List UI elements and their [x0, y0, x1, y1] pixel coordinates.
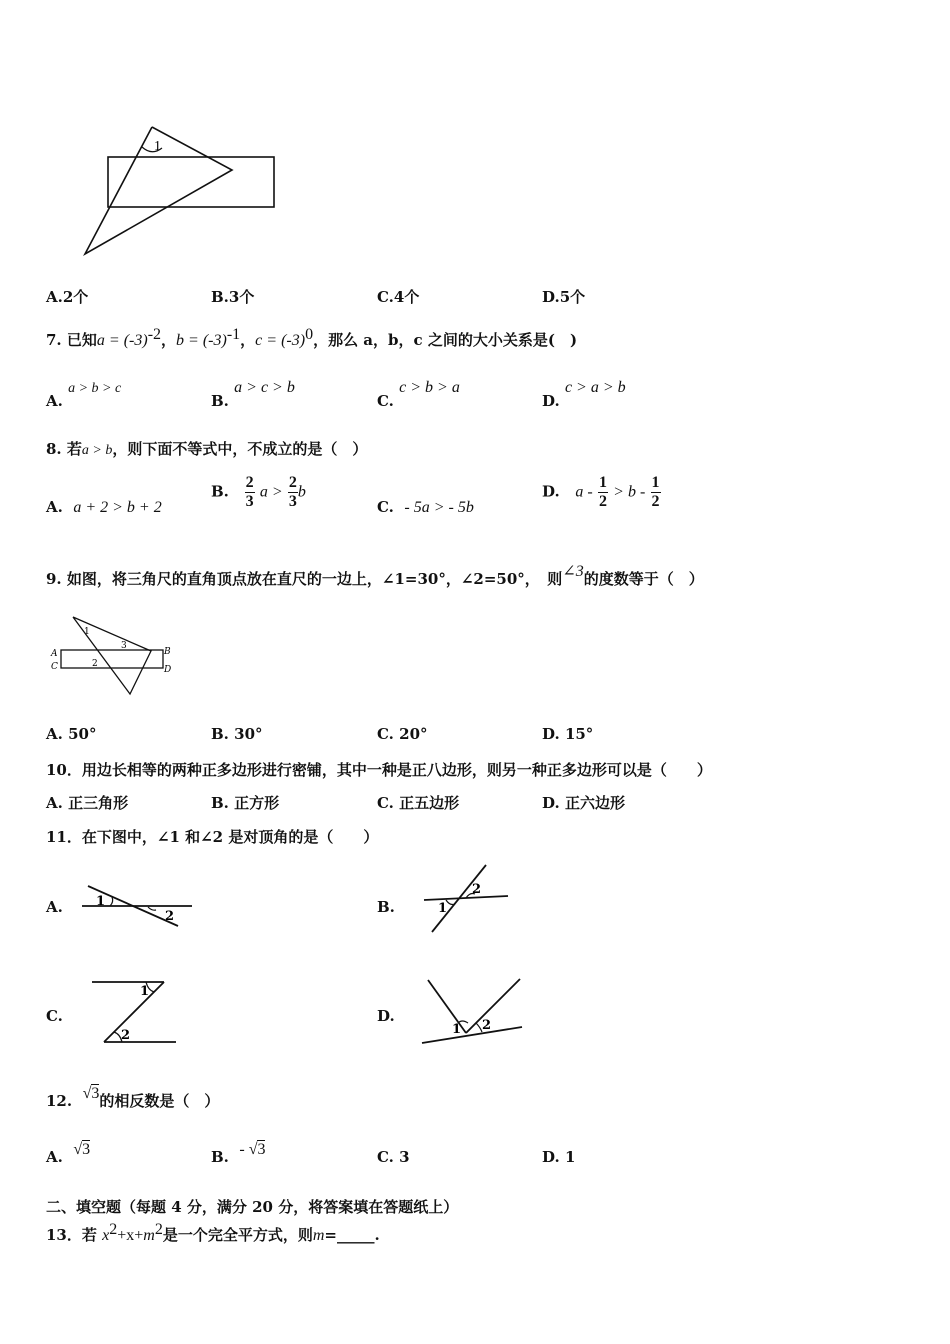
- q8-option-c[interactable]: C. - 5a > - 5b: [377, 498, 474, 516]
- svg-text:2: 2: [472, 882, 482, 897]
- svg-text:2: 2: [121, 1028, 131, 1043]
- q10-option-d[interactable]: D. 正六边形: [542, 794, 625, 812]
- svg-text:3: 3: [121, 641, 127, 651]
- q9-option-b[interactable]: B. 30°: [211, 725, 263, 743]
- q7-option-d[interactable]: D. c > a > b: [542, 379, 626, 410]
- svg-text:C: C: [51, 662, 58, 672]
- q12-option-d[interactable]: D. 1: [542, 1148, 576, 1166]
- q6-figure: [80, 120, 290, 265]
- q8-option-a[interactable]: A. a + 2 > b + 2: [46, 498, 162, 516]
- q6-option-b[interactable]: B.3个: [211, 288, 255, 306]
- q6-option-c[interactable]: C.4个: [377, 288, 420, 306]
- q11-option-c[interactable]: C.: [46, 1007, 63, 1025]
- q6-option-a[interactable]: A.2个: [46, 288, 89, 306]
- q11-option-b[interactable]: B.: [377, 898, 395, 916]
- q10-option-b[interactable]: B. 正方形: [211, 794, 280, 812]
- q9-stem: 9. 如图，将三角尺的直角顶点放在直尺的一边上，∠1=30°，∠2=50°， 则∠3的度数等于（ ）: [46, 563, 704, 588]
- q10-option-a[interactable]: A. 正三角形: [46, 794, 129, 812]
- q11-option-a[interactable]: A.: [46, 898, 63, 916]
- q11-figure-d: [418, 975, 528, 1047]
- q12-option-a[interactable]: A. √3: [46, 1141, 91, 1166]
- svg-text:B: B: [164, 647, 171, 657]
- svg-text:1: 1: [140, 984, 150, 999]
- q12-stem: 12. √3的相反数是（ ）: [46, 1085, 220, 1110]
- q9-option-c[interactable]: C. 20°: [377, 725, 428, 743]
- q11-figure-b: [420, 862, 512, 934]
- q11-option-d[interactable]: D.: [377, 1007, 395, 1025]
- q7-option-a[interactable]: A. a > b > c: [46, 381, 122, 410]
- q11-figure-a: [80, 878, 195, 930]
- svg-text:1: 1: [84, 627, 90, 637]
- svg-text:D: D: [164, 665, 172, 675]
- q9-figure: [44, 612, 184, 697]
- q11-stem: 11．在下图中，∠1 和∠2 是对顶角的是（ ）: [46, 828, 379, 846]
- q9-option-a[interactable]: A. 50°: [46, 725, 97, 743]
- q6-angle-label: 1: [154, 139, 161, 154]
- svg-text:2: 2: [92, 659, 98, 669]
- q9-option-d[interactable]: D. 15°: [542, 725, 594, 743]
- svg-text:1: 1: [452, 1022, 462, 1037]
- q6-option-d[interactable]: D.5个: [542, 288, 586, 306]
- q10-stem: 10．用边长相等的两种正多边形进行密铺，其中一种是正八边形，则另一种正多边形可以是（ ）: [46, 761, 712, 779]
- q12-option-b[interactable]: B. - √3: [211, 1141, 266, 1166]
- q8-stem: 8. 若a > b，则下面不等式中，不成立的是（ ）: [46, 440, 368, 458]
- q10-option-c[interactable]: C. 正五边形: [377, 794, 460, 812]
- section-2-heading: 二、填空题（每题 4 分，满分 20 分，将答案填在答题纸上）: [46, 1198, 459, 1216]
- svg-text:1: 1: [96, 894, 106, 909]
- q7-option-b[interactable]: B. a > c > b: [211, 379, 295, 410]
- q8-option-b[interactable]: B. $\frac{2}{3}$ a > $\frac{2}{3}$ b: [211, 474, 306, 510]
- q13-stem: 13．若 $x^2+x+m^2$是一个完全平方式，则m=_____.: [46, 1221, 380, 1244]
- svg-text:2: 2: [482, 1018, 492, 1033]
- svg-text:A: A: [51, 649, 58, 659]
- q11-figure-c: [88, 978, 183, 1048]
- svg-text:2: 2: [165, 909, 175, 924]
- q7-stem: 7. 已知$a = (-3)^{-2}$，$b = (-3)^{-1}$，$c = (-3)^0$，那么 a，b，c 之间的大小关系是( ): [46, 326, 578, 349]
- q8-option-d[interactable]: D. a - $\frac{1}{2}$ > b - $\frac{1}{2}$: [542, 474, 660, 510]
- q7-option-c[interactable]: C. c > b > a: [377, 379, 460, 410]
- q12-option-c[interactable]: C. 3: [377, 1148, 410, 1166]
- svg-text:1: 1: [438, 901, 448, 916]
